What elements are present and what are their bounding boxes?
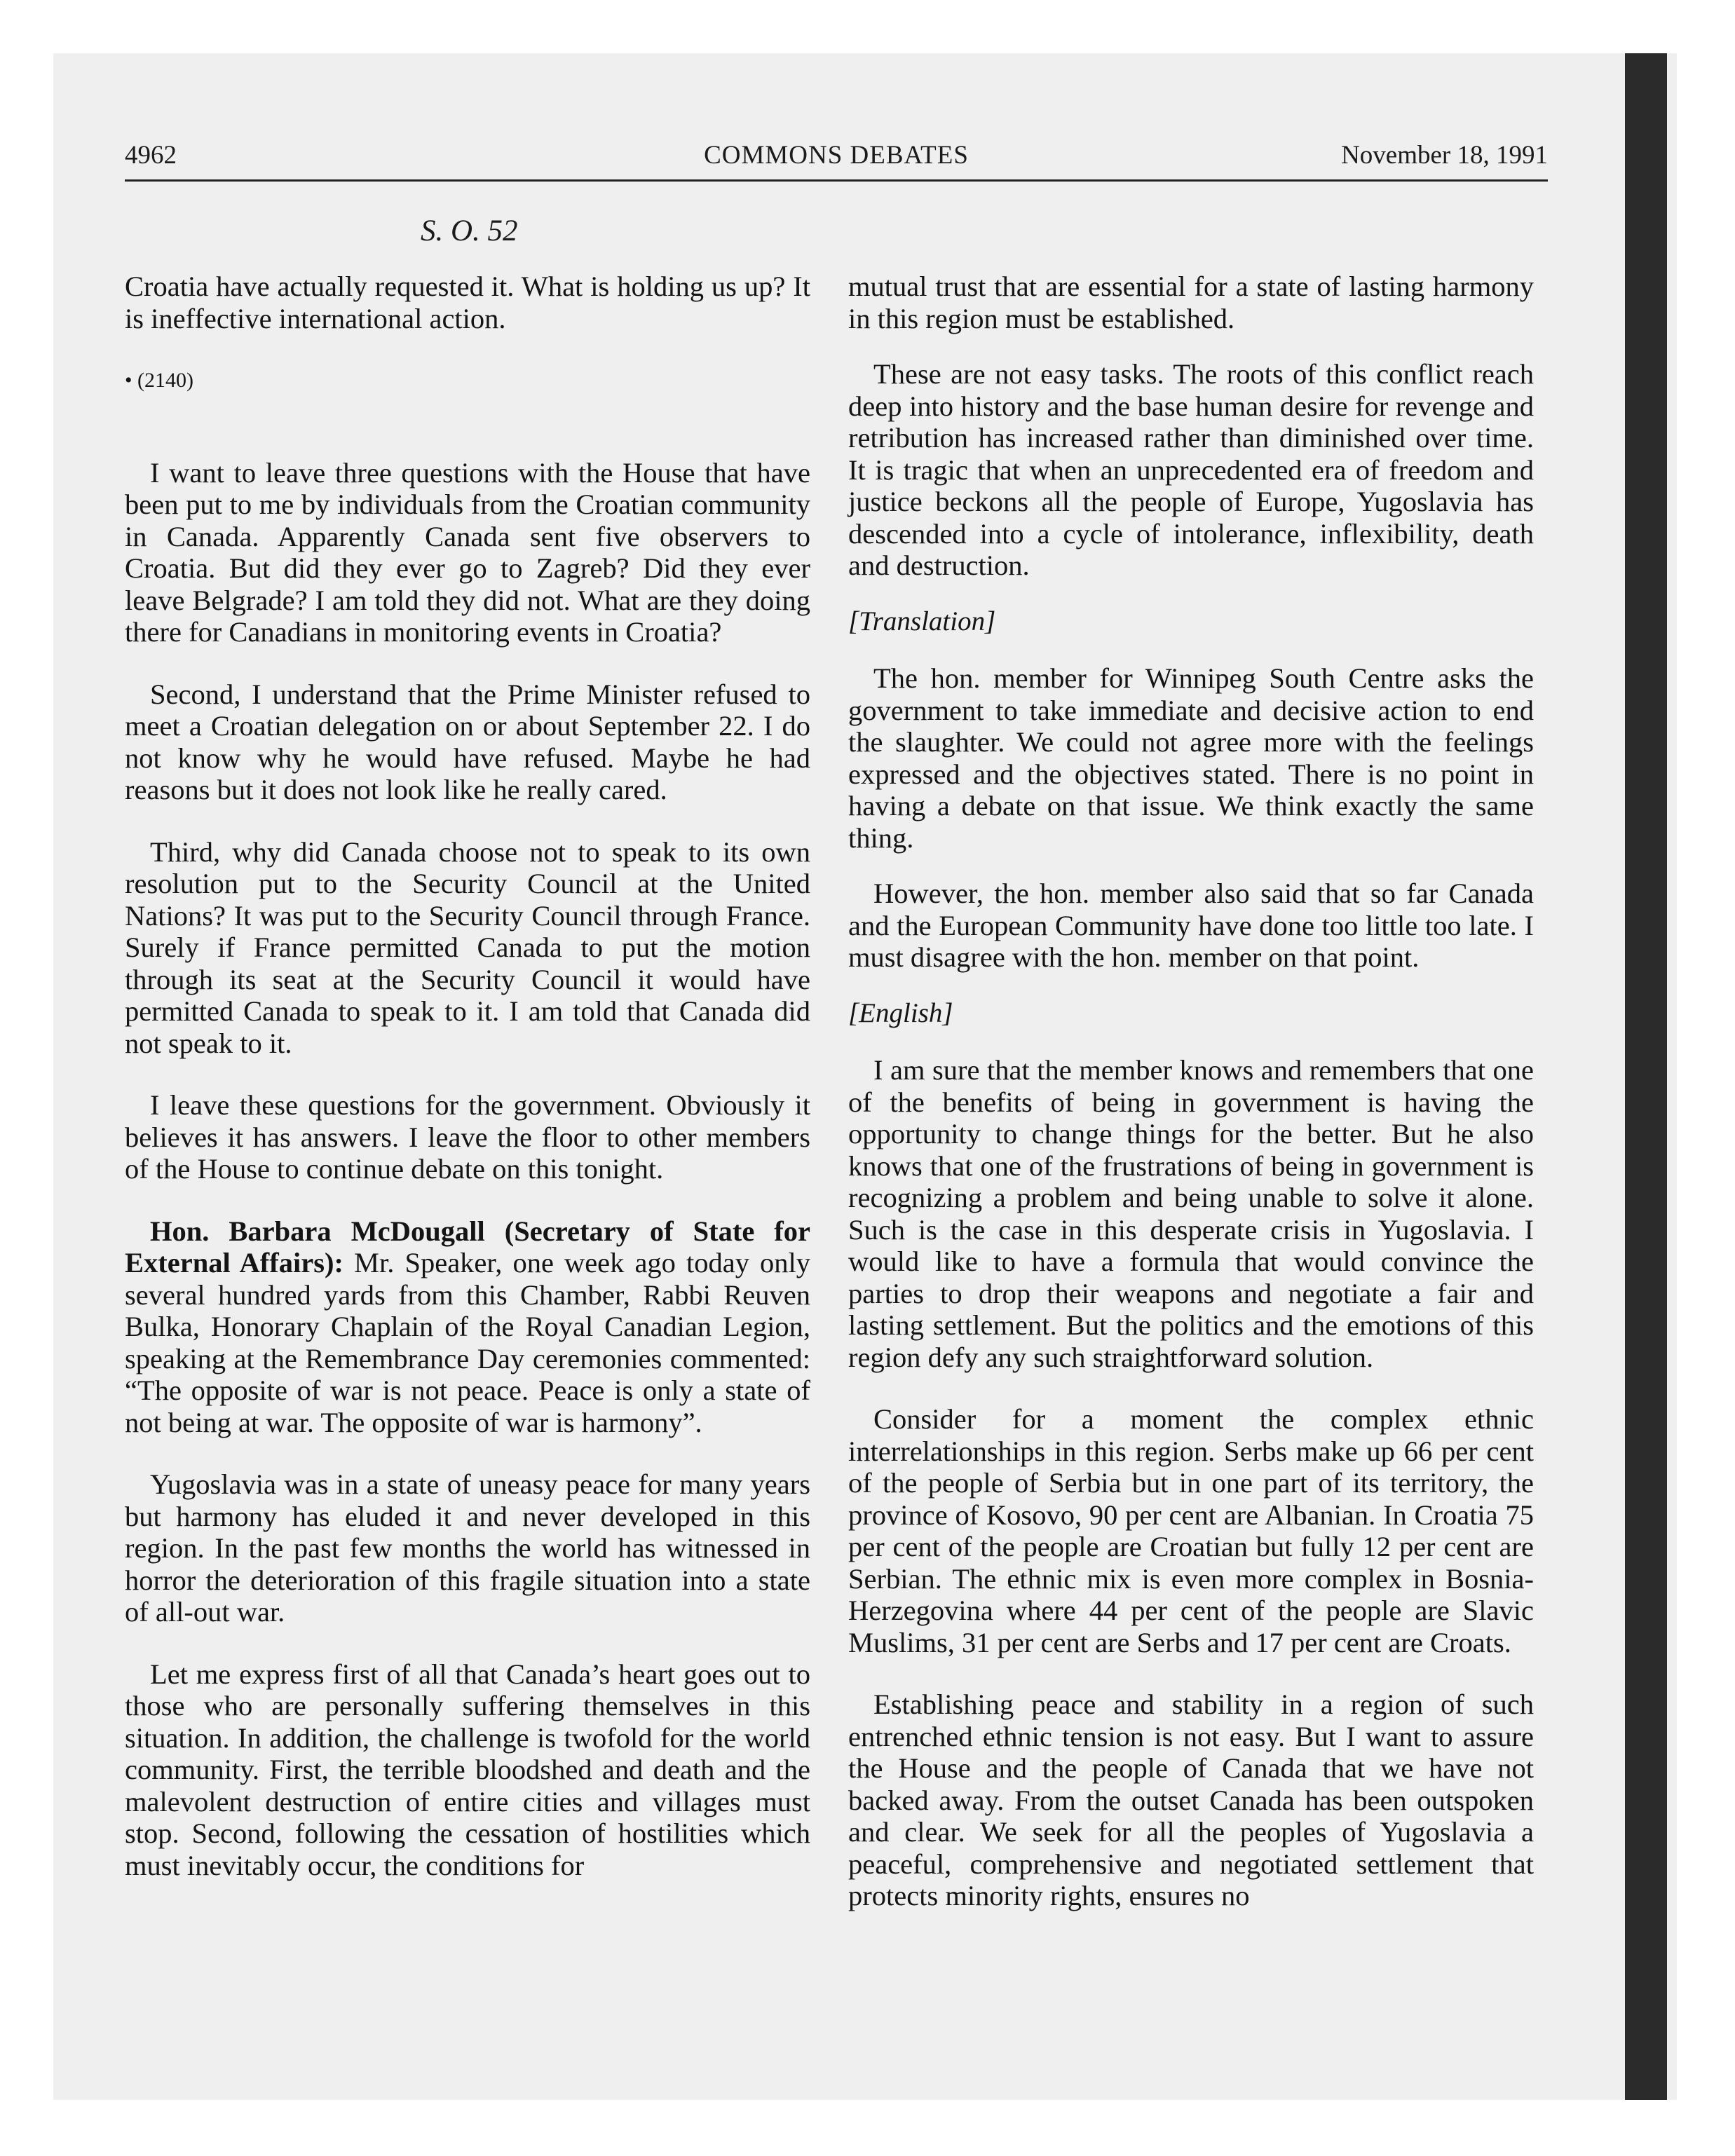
language-tag: [English]	[848, 997, 953, 1028]
paragraph: Consider for a moment the complex ethnic interrelationships in this region. Serbs make up 66 per cent of the people of Serbia but in one part of its territory, the province of Kosovo, 90 per cent are Albanian. In Croatia 75 per cent of the people are Croatian but fully 12 per cent are Serbian. The ethnic mix is even more complex in Bosnia-Herzegovina where 44 per cent of the people are Slavic Muslims, 31 per cent are Serbs and 17 per cent are Croats.	[848, 1403, 1534, 1658]
paragraph: Second, I understand that the Prime Minister refused to meet a Croatian delegation on or about September 22. I do not know why he would have refused. Maybe he had reasons but it does not look like he really cared.	[125, 678, 810, 805]
paragraph: Croatia have actually requested it. What is holding us up? It is ineffective international action.	[125, 271, 810, 334]
publication-date: November 18, 1991	[1341, 141, 1548, 170]
paragraph: Let me express first of all that Canada’s heart goes out to those who are personally suffering themselves in this situation. In addition, the challenge is twofold for the world community. First, the terrible bloodshed and death and the malevolent destruction of entire cities and villages must stop. Second, following the cessation of hostilities which must inevitably occur, the conditions for	[125, 1658, 810, 1881]
paragraph: I leave these questions for the government. Obviously it believes it has answers. I leave the floor to other members of the House to continue debate on this tonight.	[125, 1089, 810, 1185]
paragraph: Establishing peace and stability in a region of such entrenched ethnic tension is not easy. But I want to assure the House and the people of Canada that we have not backed away. From the outset Canada has been outspoken and clear. We seek for all the peoples of Yugoslavia a peaceful, comprehensive and negotiated settlement that protects minority rights, ensures no	[848, 1688, 1534, 1911]
speaker-text: Mr. Speaker, one week ago today only several hundred yards from this Chamber, Rabbi Reuven Bulka, Honorary Chaplain of the Royal Canadian Legion, speaking at the Remembrance Day ceremonies commented: “The opposite of war is not peace. Peace is only a state of not being at war. The opposite of war is harmony”.	[125, 1247, 810, 1438]
paragraph: mutual trust that are essential for a state of lasting harmony in this region must be established.	[848, 271, 1534, 334]
publication-title: COMMONS DEBATES	[704, 141, 969, 170]
page-header	[125, 140, 1548, 182]
paragraph: The hon. member for Winnipeg South Centre asks the government to take immediate and decisive action to end the slaughter. We could not agree more with the feelings expressed and the objectives stated. There is no point in having a debate on that issue. We think exactly the same thing.	[848, 662, 1534, 854]
header-rule	[125, 179, 1548, 182]
paragraph: I am sure that the member knows and remembers that one of the benefits of being in government is having the opportunity to change things for the better. But he also knows that one of the frustrations of being in government is recognizing a problem and being unable to solve it alone. Such is the case in this desperate crisis in Yugoslavia. I would like to have a formula that would convince the parties to drop their weapons and negotiate a fair and lasting settlement. But the politics and the emotions of this region defy any such straightforward solution.	[848, 1054, 1534, 1373]
right-column	[848, 271, 1534, 1942]
speaker-name: Hon. Barbara McDougall (Secretary of State for External Affairs):	[125, 1215, 810, 1278]
page-number: 4962	[125, 141, 177, 170]
paragraph: Yugoslavia was in a state of uneasy peace for many years but harmony has eluded it and never developed in this region. In the past few months the world has witnessed in horror the deterioration of this fragile situation into a state of all-out war.	[125, 1468, 810, 1628]
language-tag: [Translation]	[848, 606, 996, 636]
paragraph: I want to leave three questions with the House that have been put to me by individuals from the Croatian community in Canada. Apparently Canada sent five observers to Croatia. But did they ever go to Zagreb? Did they ever leave Belgrade? I am told they did not. What are they doing there for Canadians in monitoring events in Croatia?	[125, 456, 810, 648]
paragraph: These are not easy tasks. The roots of this conflict reach deep into history and the base human desire for revenge and retribution has increased rather than diminished over time. It is tragic that when an unprecedented era of freedom and justice beckons all the people of Europe, Yugoslavia has descended into a cycle of intolerance, inflexibility, death and destruction.	[848, 358, 1534, 581]
time-marker: • (2140)	[125, 369, 193, 392]
paragraph: However, the hon. member also said that so far Canada and the European Community have done too little too late. I must disagree with the hon. member on that point.	[848, 878, 1534, 973]
left-column	[125, 271, 810, 1911]
speaker-paragraph	[125, 1215, 810, 1439]
scan-edge-bar	[1625, 53, 1667, 2100]
paragraph: Third, why did Canada choose not to speak to its own resolution put to the Security Council at the United Nations? It was put to the Security Council through France. Surely if France permitted Canada to put the motion through its seat at the Security Council it would have permitted Canada to speak to it. I am told that Canada did not speak to it.	[125, 835, 810, 1059]
section-label: S. O. 52	[421, 214, 518, 247]
